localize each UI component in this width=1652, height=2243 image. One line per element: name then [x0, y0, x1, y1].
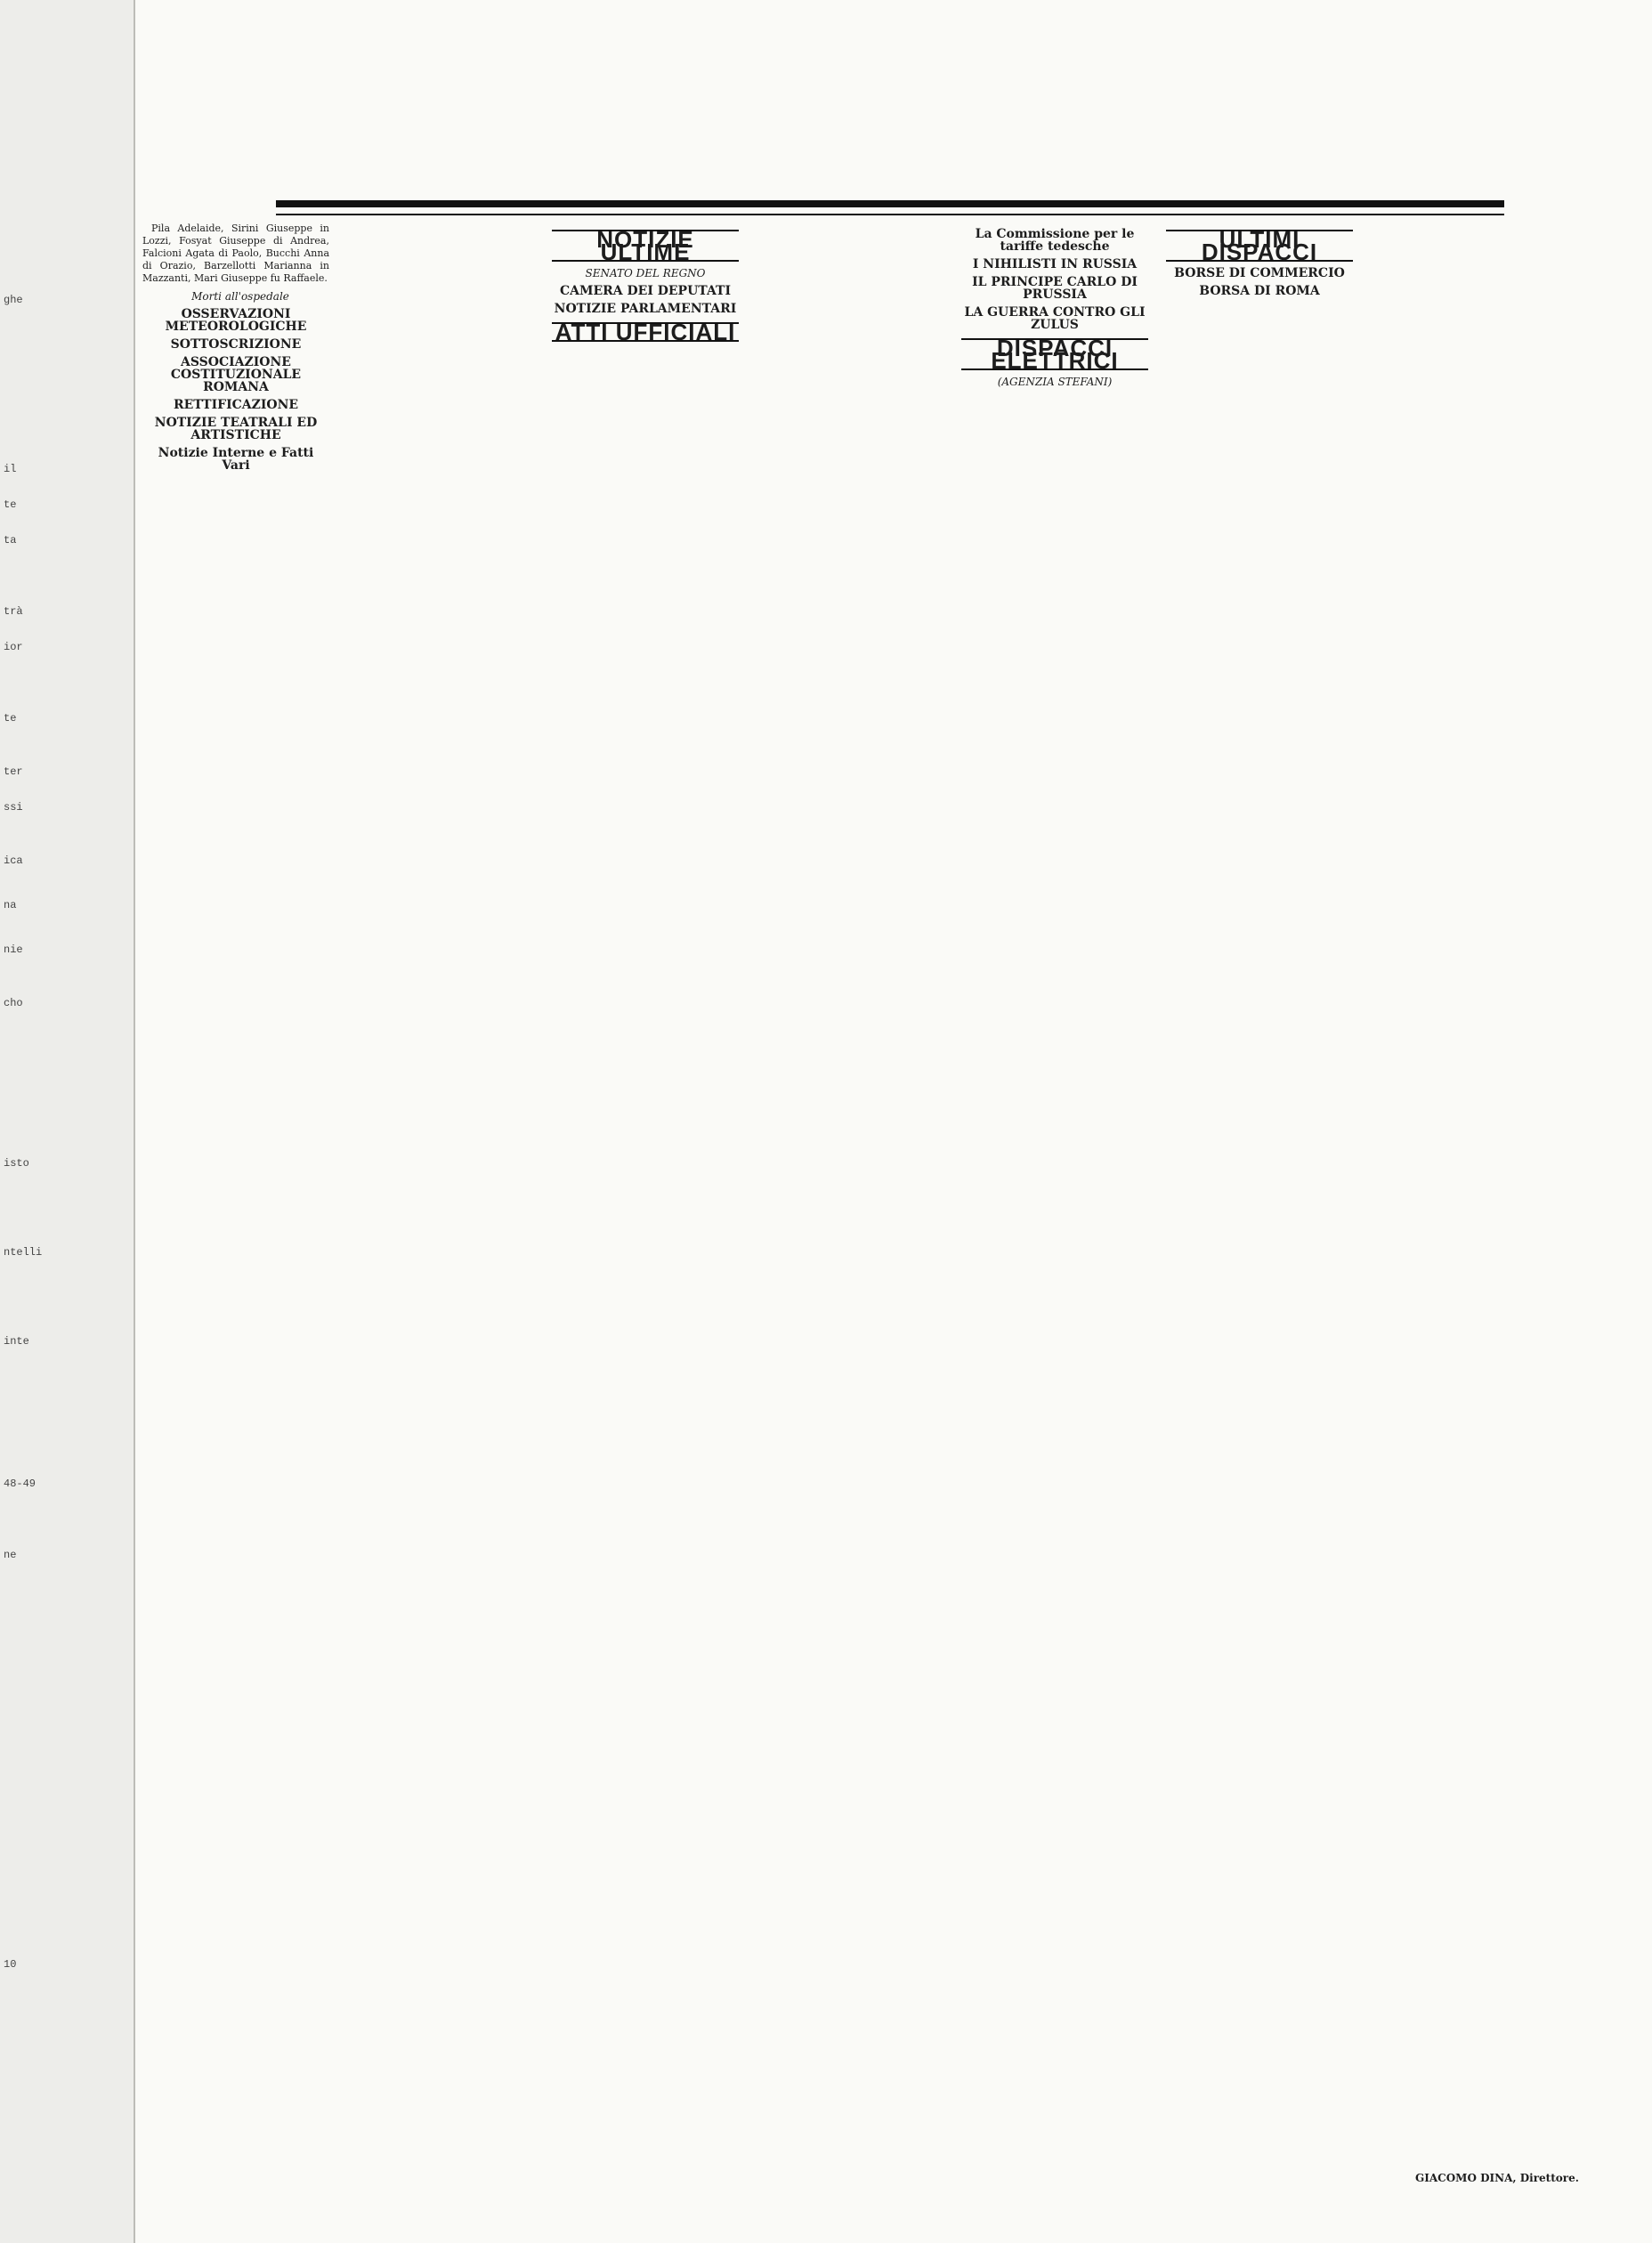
- fragment: trà: [4, 605, 23, 618]
- fragment: cho: [4, 997, 23, 1009]
- fragment: te: [4, 498, 17, 511]
- fragment: 48-49: [4, 1478, 36, 1490]
- headline: NOTIZIE ULTIME: [552, 230, 739, 262]
- subheading: Morti all'ospedale: [191, 290, 289, 303]
- section-heading: BORSE DI COMMERCIO: [1174, 266, 1345, 280]
- fragment: ghe: [4, 294, 23, 306]
- section-heading: NOTIZIE PARLAMENTARI: [554, 302, 737, 316]
- left-page-edge: [0, 0, 135, 2243]
- fragment: ior: [4, 641, 23, 653]
- section-heading: BORSA DI ROMA: [1199, 284, 1320, 298]
- fragment: na: [4, 899, 17, 911]
- section-heading: OSSERVAZIONI METEOROLOGICHE: [165, 307, 307, 334]
- section-heading: La Commissione per le tariffe tedesche: [975, 227, 1135, 254]
- column-5: [961, 223, 1148, 392]
- newspaper-page: [134, 0, 1652, 2243]
- fragment: ter: [4, 765, 23, 778]
- section-heading: CAMERA DEI DEPUTATI: [559, 284, 732, 298]
- fragment: nie: [4, 943, 23, 956]
- headline: ULTIMI DISPACCI: [1166, 230, 1353, 262]
- paragraph: Pila Adelaide, Sirini Giuseppe in Lozzi, Fosyat Giuseppe di Andrea, Falcioni Agata di Paolo, Bucchi Anna di Orazio, Barzellotti Marianna in Mazzanti, Mari Giuseppe fu Raffaele.: [142, 223, 329, 284]
- section-heading: IL PRINCIPE CARLO DI PRUSSIA: [972, 275, 1138, 302]
- fragment: ne: [4, 1549, 17, 1561]
- fragment: ssi: [4, 801, 23, 814]
- top-rule-thin: [276, 214, 1504, 215]
- section-heading: ASSOCIAZIONE COSTITUZIONALE ROMANA: [170, 355, 302, 394]
- headline: DISPACCI ELETTRICI: [961, 338, 1148, 370]
- fragment: ta: [4, 534, 17, 547]
- fragment: il: [4, 463, 17, 475]
- column-1: [142, 223, 329, 475]
- fragment: ntelli: [4, 1246, 43, 1259]
- top-rule: [276, 200, 1504, 207]
- fragment: isto: [4, 1157, 29, 1170]
- section-heading: LA GUERRA CONTRO GLI ZULUS: [964, 305, 1146, 332]
- fragment: te: [4, 712, 17, 725]
- subheading: (AGENZIA STEFANI): [997, 376, 1113, 388]
- section-heading: NOTIZIE TEATRALI ED ARTISTICHE: [154, 416, 318, 442]
- section-heading: I NIHILISTI IN RUSSIA: [972, 257, 1138, 271]
- headline: ATTI UFFICIALI: [552, 322, 739, 342]
- section-heading: Notizie Interne e Fatti Vari: [158, 446, 314, 473]
- fragment: 10: [4, 1958, 17, 1971]
- fragment: inte: [4, 1335, 29, 1348]
- fragment: ica: [4, 854, 23, 867]
- subheading: SENATO DEL REGNO: [585, 267, 706, 279]
- director-signature: GIACOMO DINA, Direttore.: [1415, 2172, 1579, 2184]
- section-heading: RETTIFICAZIONE: [173, 398, 299, 412]
- column-6: [1166, 223, 1353, 301]
- section-heading: SOTTOSCRIZIONE: [170, 337, 302, 352]
- column-3: [552, 223, 739, 347]
